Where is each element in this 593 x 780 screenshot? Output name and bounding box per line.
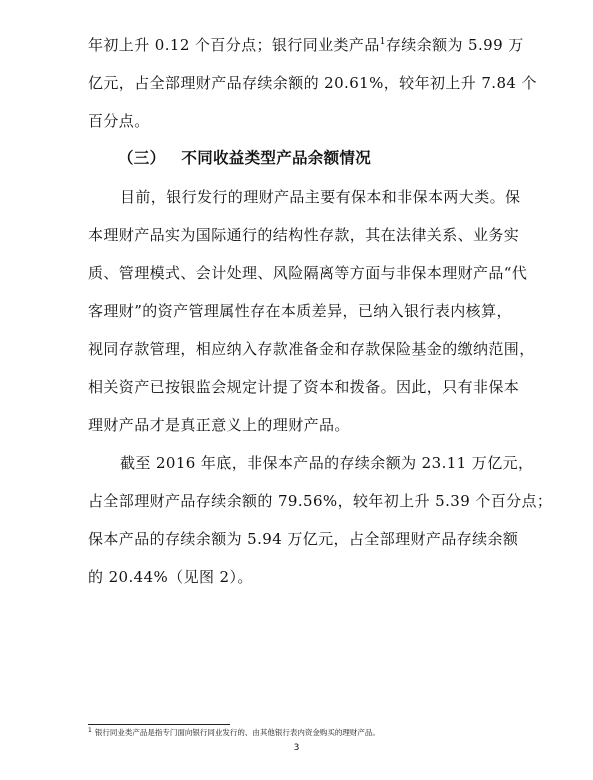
paragraph-2-line: 保本产品的存续余额为 5.94 万亿元，占全部理财产品存续余额 <box>88 530 519 548</box>
paragraph-top-line-3: 百分点。 <box>88 112 150 130</box>
footnote-reference[interactable]: 1 <box>379 37 386 47</box>
paragraph-1-line: 目前，银行发行的理财产品主要有保本和非保本两大类。保 <box>120 188 521 206</box>
paragraph-1-line: 理财产品才是真正意义上的理财产品。 <box>88 416 350 434</box>
paragraph-1-line: 视同存款管理，相应纳入存款准备金和存款保险基金的缴纳范围， <box>88 340 535 358</box>
paragraph-2-line: 占全部理财产品存续余额的 79.56%，较年初上升 5.39 个百分点； <box>88 492 553 510</box>
section-title: 不同收益类型产品余额情况 <box>181 149 372 167</box>
text-segment: 年初上升 0.12 个百分点；银行同业类产品 <box>88 36 380 54</box>
footnote-divider <box>88 724 230 725</box>
section-number: （三） <box>118 149 166 167</box>
footnote-text: 银行同业类产品是指专门面向银行同业发行的、由其他银行表内资金购买的理财产品。 <box>94 728 380 737</box>
paragraph-1-line: 质、管理模式、会计处理、风险隔离等方面与非保本理财产品“代 <box>88 264 528 282</box>
paragraph-2-line: 截至 2016 年底，非保本产品的存续余额为 23.11 万亿元， <box>120 454 534 472</box>
paragraph-1-line: 客理财”的资产管理属性存在本质差异，已纳入银行表内核算， <box>88 302 512 320</box>
footnote-mark: 1 <box>88 726 92 734</box>
paragraph-1-line: 相关资产已按银监会规定计提了资本和拨备。因此，只有非保本 <box>88 378 520 396</box>
section-heading <box>118 147 371 169</box>
paragraph-1-line: 本理财产品实为国际通行的结构性存款，其在法律关系、业务实 <box>88 226 520 244</box>
paragraph-2-line: 的 20.44%（见图 2）。 <box>88 568 253 586</box>
paragraph-top-line-2: 亿元，占全部理财产品存续余额的 20.61%，较年初上升 7.84 个 <box>88 74 537 92</box>
footnote <box>88 728 380 738</box>
page-number: 3 <box>293 743 300 753</box>
text-segment: 存续余额为 5.99 万 <box>385 36 524 54</box>
paragraph-top-line-1 <box>88 34 524 56</box>
